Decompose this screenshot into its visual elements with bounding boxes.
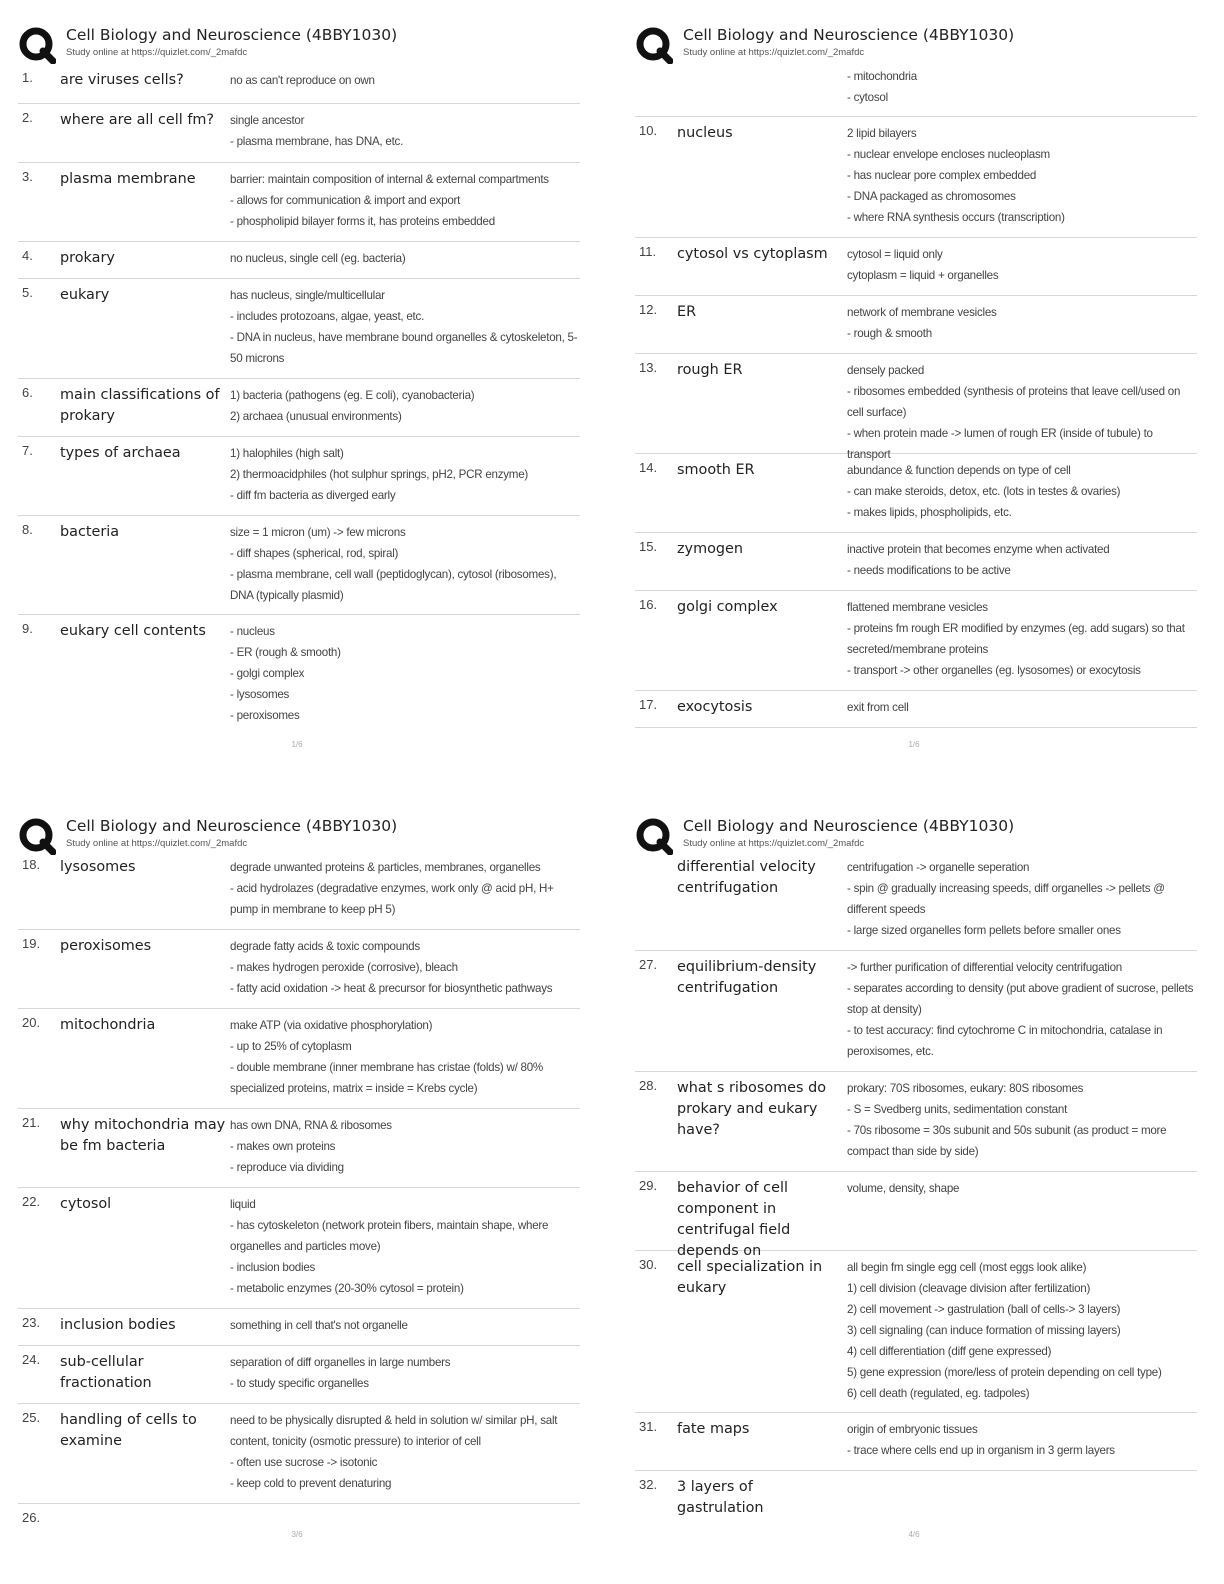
card-term: where are all cell fm? — [60, 112, 215, 128]
flashcard-row — [18, 241, 580, 278]
card-term: eukary cell contents — [60, 623, 206, 639]
card-term: mitochondria — [60, 1017, 156, 1033]
card-term: plasma membrane — [60, 171, 196, 187]
card-definition: densely packed - ribosomes embedded (synthesis of proteins that leave cell/used on cell surface) - when protein made -> lumen of rough ER (inside of tubule) to transport — [847, 364, 1181, 461]
card-number: 11. — [639, 244, 657, 259]
card-term: what s ribosomes do prokary and eukary have? — [677, 1080, 827, 1138]
card-number: 30. — [639, 1257, 658, 1272]
card-term: main classifications of prokary — [60, 387, 220, 424]
card-definition: exit from cell — [847, 701, 909, 714]
card-definition: single ancestor - plasma membrane, has DNA, etc. — [230, 114, 404, 148]
card-number: 21. — [22, 1115, 41, 1130]
card-term: differential velocity centrifugation — [677, 859, 816, 896]
flashcard-row — [18, 1308, 580, 1345]
card-term: fate maps — [677, 1421, 750, 1437]
card-definition: prokary: 70S ribosomes, eukary: 80S ribosomes - S = Svedberg units, sedimentation constant - 70s ribosome = 30s subunit and 50s subunit (as product = more compact than side by side) — [847, 1082, 1167, 1158]
card-definition: origin of embryonic tissues - trace where cells end up in organism in 3 germ layers — [847, 1423, 1115, 1457]
card-number: 7. — [22, 443, 33, 458]
card-number: 16. — [639, 597, 658, 612]
card-definition: flattened membrane vesicles - proteins fm rough ER modified by enzymes (eg. add sugars) so that secreted/membrane proteins - transport -> other organelles (eg. lysosomes) or exocytosis — [847, 601, 1185, 677]
document-title: Cell Biology and Neuroscience (4BBY1030) — [66, 26, 398, 44]
quizlet-logo-icon — [18, 26, 56, 64]
card-number: 20. — [22, 1015, 41, 1030]
card-number: 10. — [639, 123, 658, 138]
card-term — [60, 1510, 230, 1536]
card-number: 22. — [22, 1194, 41, 1209]
flashcard-row — [635, 66, 1197, 116]
page-number: 1/6 — [291, 740, 303, 749]
page-number: 3/6 — [291, 1530, 303, 1539]
card-term: are viruses cells? — [60, 72, 184, 88]
quizlet-logo-icon — [18, 817, 56, 855]
card-term: rough ER — [677, 362, 743, 378]
quizlet-logo-icon — [635, 26, 673, 64]
card-definition: abundance & function depends on type of cell - can make steroids, detox, etc. (lots in testes & ovaries) - makes lipids, phospholipids, etc. — [847, 464, 1121, 519]
card-definition: no as can't reproduce on own — [230, 74, 375, 87]
flashcard-row — [18, 1345, 580, 1403]
card-definition: 1) bacteria (pathogens (eg. E coli), cyanobacteria) 2) archaea (unusual environments) — [230, 389, 475, 423]
card-term: eukary — [60, 287, 110, 303]
flashcard-row — [18, 857, 580, 929]
flashcard-row — [635, 1171, 1197, 1259]
card-number: 23. — [22, 1315, 41, 1330]
quizlet-logo-icon — [635, 817, 673, 855]
card-definition: cytosol = liquid only cytoplasm = liquid + organelles — [847, 248, 999, 282]
flashcard-row — [635, 1470, 1197, 1523]
card-definition: - mitochondria - cytosol — [847, 70, 917, 104]
study-online-link[interactable]: Study online at https://quizlet.com/_2mafdc — [66, 47, 248, 58]
flashcard-row — [18, 614, 580, 733]
card-definition: volume, density, shape — [847, 1182, 960, 1195]
flashcard-row — [635, 116, 1197, 237]
card-term: nucleus — [677, 125, 733, 141]
flashcard-row — [18, 162, 580, 241]
card-term: handling of cells to examine — [60, 1412, 197, 1449]
page-header — [635, 24, 1197, 66]
card-definition: liquid - has cytoskeleton (network protein fibers, maintain shape, where organelles and particles move) - inclusion bodies - metabolic enzymes (20-30% cytosol = protein) — [230, 1198, 549, 1295]
card-number: 2. — [22, 110, 33, 125]
flashcard-row — [635, 857, 1197, 950]
card-term: sub-cellular fractionation — [60, 1354, 152, 1391]
card-number: 1. — [22, 70, 33, 85]
card-term: exocytosis — [677, 699, 753, 715]
flashcard-row — [635, 237, 1197, 295]
card-number: 24. — [22, 1352, 41, 1367]
page-header — [18, 815, 580, 857]
card-definition: has own DNA, RNA & ribosomes - makes own proteins - reproduce via dividing — [230, 1119, 392, 1174]
study-online-link[interactable]: Study online at https://quizlet.com/_2mafdc — [66, 838, 248, 849]
flashcard-row — [635, 690, 1197, 728]
card-term: equilibrium-density centrifugation — [677, 959, 817, 996]
flashcard-row — [18, 436, 580, 515]
card-number: 31. — [639, 1419, 658, 1434]
card-definition: centrifugation -> organelle seperation - spin @ gradually increasing speeds, diff organelles -> pellets @ different speeds - large sized organelles form pellets before smaller ones — [847, 861, 1165, 937]
card-number: 32. — [639, 1477, 658, 1492]
flashcard-row — [18, 929, 580, 1008]
card-definition: 2 lipid bilayers - nuclear envelope encloses nucleoplasm - has nuclear pore complex embedded - DNA packaged as chromosomes - where RNA synthesis occurs (transcription) — [847, 127, 1065, 224]
card-definition: -> further purification of differential velocity centrifugation - separates according to density (put above gradient of sucrose, pellets stop at density) - to test accuracy: find cytochrome C in mitochondria, catalase in peroxisomes, etc. — [847, 961, 1194, 1058]
card-number — [635, 857, 677, 950]
page-header — [635, 815, 1197, 857]
card-term: behavior of cell component in centrifugal field depends on — [677, 1180, 791, 1259]
card-definition: has nucleus, single/multicellular - includes protozoans, algae, yeast, etc. - DNA in nucleus, have membrane bound organelles & cytoskeleton, 5-50 microns — [230, 289, 578, 365]
card-number: 15. — [639, 539, 658, 554]
study-online-link[interactable]: Study online at https://quizlet.com/_2mafdc — [683, 47, 865, 58]
card-number: 3. — [22, 169, 33, 184]
card-number: 18. — [22, 857, 41, 872]
card-definition: barrier: maintain composition of internal & external compartments - allows for communication & import and export - phospholipid bilayer forms it, has proteins embedded — [230, 173, 549, 228]
card-term: inclusion bodies — [60, 1317, 176, 1333]
card-number: 14. — [639, 460, 658, 475]
card-term: types of archaea — [60, 445, 181, 461]
card-term: why mitochondria may be fm bacteria — [60, 1117, 226, 1154]
card-definition: no nucleus, single cell (eg. bacteria) — [230, 252, 406, 265]
card-term: ER — [677, 304, 697, 320]
page-3 — [18, 815, 580, 1536]
card-term — [677, 66, 847, 116]
document-title: Cell Biology and Neuroscience (4BBY1030) — [66, 817, 398, 835]
flashcard-row — [18, 103, 580, 162]
card-definition: separation of diff organelles in large numbers - to study specific organelles — [230, 1356, 451, 1390]
card-definition: degrade fatty acids & toxic compounds - makes hydrogen peroxide (corrosive), bleach - fatty acid oxidation -> heat & precursor for biosynthetic pathways — [230, 940, 553, 995]
card-term: prokary — [60, 250, 115, 266]
flashcard-row — [635, 950, 1197, 1071]
card-number: 26. — [22, 1510, 41, 1525]
card-definition: 1) halophiles (high salt) 2) thermoacidphiles (hot sulphur springs, pH2, PCR enzyme) - diff fm bacteria as diverged early — [230, 447, 529, 502]
card-number: 9. — [22, 621, 33, 636]
page-number: 1/6 — [908, 740, 920, 749]
card-definition: size = 1 micron (um) -> few microns - diff shapes (spherical, rod, spiral) - plasma membrane, cell wall (peptidoglycan), cytosol (ribosomes), DNA (typically plasmid) — [230, 526, 557, 602]
card-term: bacteria — [60, 524, 120, 540]
card-term: cytosol vs cytoplasm — [677, 246, 828, 262]
flashcard-list — [18, 857, 580, 1536]
page-4 — [635, 815, 1197, 1523]
card-definition: network of membrane vesicles - rough & smooth — [847, 306, 997, 340]
flashcard-row — [18, 1108, 580, 1187]
page-2 — [635, 24, 1197, 728]
flashcard-row — [635, 353, 1197, 461]
flashcard-list — [18, 66, 580, 733]
card-definition: - nucleus - ER (rough & smooth) - golgi complex - lysosomes - peroxisomes — [230, 625, 341, 722]
flashcard-list — [635, 857, 1197, 1523]
page-1 — [18, 24, 580, 733]
flashcard-list — [635, 66, 1197, 728]
card-term: lysosomes — [60, 859, 136, 875]
flashcard-row — [635, 1412, 1197, 1470]
card-term: smooth ER — [677, 462, 755, 478]
card-number: 27. — [639, 957, 658, 972]
card-definition: inactive protein that becomes enzyme when activated - needs modifications to be active — [847, 543, 1110, 577]
flashcard-row — [635, 453, 1197, 532]
card-definition: something in cell that's not organelle — [230, 1319, 408, 1332]
card-term: cell specialization in eukary — [677, 1259, 823, 1296]
card-number: 6. — [22, 385, 33, 400]
card-definition: make ATP (via oxidative phosphorylation) - up to 25% of cytoplasm - double membrane (inner membrane has cristae (folds) w/ 80% specialized proteins, matrix = inside = Krebs cycle) — [230, 1019, 543, 1095]
flashcard-row — [18, 278, 580, 378]
card-number: 4. — [22, 248, 33, 263]
flashcard-row — [18, 515, 580, 614]
card-term: golgi complex — [677, 599, 778, 615]
card-number — [635, 66, 677, 116]
flashcard-row — [18, 378, 580, 436]
card-number: 13. — [639, 360, 658, 375]
flashcard-row — [635, 295, 1197, 353]
page-number: 4/6 — [908, 1530, 920, 1539]
card-definition — [847, 1477, 1197, 1523]
document-title: Cell Biology and Neuroscience (4BBY1030) — [683, 817, 1015, 835]
flashcard-row — [18, 1403, 580, 1503]
flashcard-row — [635, 590, 1197, 690]
page-header — [18, 24, 580, 66]
flashcard-row — [18, 1187, 580, 1308]
card-definition: degrade unwanted proteins & particles, membranes, organelles - acid hydrolazes (degradative enzymes, work only @ acid pH, H+ pump in membrane to keep pH 5) — [230, 861, 554, 916]
document-title: Cell Biology and Neuroscience (4BBY1030) — [683, 26, 1015, 44]
card-definition: all begin fm single egg cell (most eggs look alike) 1) cell division (cleavage division after fertilization) 2) cell movement -> gastrulation (ball of cells-> 3 layers) 3) cell signaling (can induce formation of missing layers) 4) cell differentiation (diff gene expressed) 5) gene expression (more/less of protein depending on cell type) 6) cell death (regulated, eg. tadpoles) — [847, 1261, 1162, 1400]
flashcard-row — [18, 66, 580, 103]
card-number: 29. — [639, 1178, 658, 1193]
card-term: cytosol — [60, 1196, 112, 1212]
study-online-link[interactable]: Study online at https://quizlet.com/_2mafdc — [683, 838, 865, 849]
card-number: 12. — [639, 302, 658, 317]
card-term: peroxisomes — [60, 938, 152, 954]
card-number: 17. — [639, 697, 658, 712]
flashcard-row — [635, 532, 1197, 590]
card-term: zymogen — [677, 541, 744, 557]
card-number: 25. — [22, 1410, 41, 1425]
card-term: 3 layers of gastrulation — [677, 1479, 764, 1516]
card-definition: need to be physically disrupted & held in solution w/ similar pH, salt content, tonicity (osmotic pressure) to interior of cell - often use sucrose -> isotonic - keep cold to prevent denaturing — [230, 1414, 558, 1490]
card-number: 28. — [639, 1078, 658, 1093]
card-number: 8. — [22, 522, 33, 537]
flashcard-row — [635, 1250, 1197, 1412]
card-number: 5. — [22, 285, 33, 300]
flashcard-row — [18, 1008, 580, 1108]
flashcard-row — [635, 1071, 1197, 1171]
card-number: 19. — [22, 936, 41, 951]
